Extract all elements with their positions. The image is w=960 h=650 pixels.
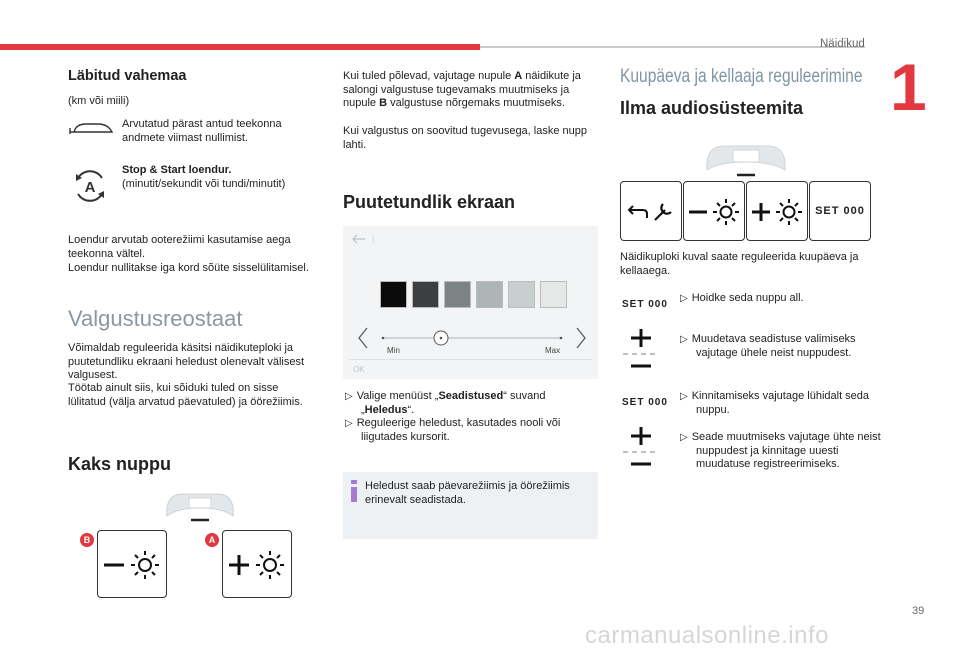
slider-right-arrow-icon — [577, 328, 585, 348]
dimmer-minus-button[interactable] — [97, 530, 167, 598]
stop-start-icon — [72, 168, 108, 204]
date-time-intro: Näidikuploki kuval saate reguleerida kuupäeva ja kellaaega. — [620, 251, 859, 277]
slider-left-arrow-icon — [359, 328, 367, 348]
instrument-cluster-icon — [163, 488, 237, 524]
trip-title: Läbitud vahemaa — [68, 68, 187, 84]
watermark: carmanualsonline.info — [585, 622, 829, 649]
set-key-label: SET 000 — [815, 205, 865, 217]
stop-start-icon-letter: A — [84, 179, 96, 196]
brightness-swatch[interactable] — [540, 281, 567, 308]
counter-text-1: Loendur arvutab ooterežiimi kasutamise aega teekonna vältel. — [68, 234, 291, 260]
dimmer-text-2: Töötab ainult siis, kui sõiduki tuled on sisse lülitatud (välja arvatud päevatuled) ja öörežiimis. — [68, 382, 303, 408]
brightness-swatch[interactable] — [412, 281, 439, 308]
step1-text: ▷ Hoidke seda nuppu all. — [680, 292, 804, 304]
info-note-text: Heledust saab päevarežiimis ja öörežiimis erinevalt seadistada. — [365, 480, 570, 506]
car-odometer-icon — [68, 118, 116, 138]
touchscreen-steps — [345, 390, 600, 444]
minus-brightness-icon-2 — [684, 182, 744, 240]
header-red-bar — [0, 44, 480, 50]
dimmer-text-1: Võimaldab reguleerida käsitsi näidikuteploki ja puutetundliku ekraani heledust olenevalt välisest valgusest. — [68, 342, 305, 381]
step-select-menu: ▷ Valige menüüst „Seadistused“ suvand „Heledus“. — [345, 390, 546, 416]
slider-max-label: Max — [545, 346, 561, 355]
header-grey-bar — [480, 46, 865, 48]
plus-minus-icon-2 — [621, 424, 661, 472]
brightness-swatch[interactable] — [444, 281, 471, 308]
two-buttons-title: Kaks nuppu — [68, 454, 172, 474]
stop-start-desc: (minutit/sekundit või tundi/minutit) — [122, 178, 286, 190]
badge-b: B — [80, 533, 94, 547]
chapter-number: 1 — [890, 50, 927, 124]
touchscreen-title: Puutetundlik ekraan — [343, 192, 516, 212]
minus-brightness-icon — [98, 531, 166, 597]
step3-text: ▷ Kinnitamiseks vajutage lühidalt seda nuppu. — [680, 390, 870, 416]
touchscreen-illustration — [343, 226, 598, 379]
info-icon — [349, 480, 359, 502]
page-number: 39 — [912, 605, 925, 617]
date-time-title: Kuupäeva ja kellaaja reguleerimine — [620, 66, 863, 87]
chapter-label: Näidikud — [820, 38, 865, 50]
set-key[interactable] — [809, 181, 871, 241]
stop-start-title: Stop & Start loendur. — [122, 164, 232, 176]
step3-set-icon: SET 000 — [622, 397, 668, 408]
brightness-swatch[interactable] — [508, 281, 535, 308]
step2-text: ▷ Muudetava seadistuse valimiseks vajutage ühele neist nuppudest. — [680, 333, 856, 359]
badge-a: A — [205, 533, 219, 547]
plus-brightness-icon-2 — [747, 182, 807, 240]
minus-key[interactable] — [683, 181, 745, 241]
brightness-swatch[interactable] — [380, 281, 407, 308]
dimmer-title: Valgustusreostaat — [68, 306, 243, 331]
plus-brightness-icon — [223, 531, 291, 597]
back-wrench-icon — [621, 182, 681, 240]
instrument-cluster-icon-2 — [703, 140, 789, 180]
step1-set-icon: SET 000 — [622, 299, 668, 310]
slider-min-label: Min — [387, 346, 400, 355]
counter-text-2: Loendur nullitakse iga kord sõüte sisselülitamisel. — [68, 262, 309, 274]
dimmer-plus-button[interactable] — [222, 530, 292, 598]
plus-minus-icon — [621, 326, 661, 374]
dimmer-instructions: Kui tuled põlevad, vajutage nupule A näidikute ja salongi valgustuse tugevamaks muutmiseks ja nupule B valgustuse nõrgemaks muutmiseks. — [343, 70, 581, 109]
no-audio-subtitle: Ilma audiosüsteemita — [620, 98, 804, 118]
info-note — [343, 472, 598, 539]
step4-text: ▷ Seade muutmiseks vajutage ühte neist nuppudest ja kinnitage uuesti muudatuse registreerimiseks. — [680, 431, 881, 470]
back-settings-button[interactable] — [620, 181, 682, 241]
step-adjust: ▷ Reguleerige heledust, kasutades nooli või liigutades kursorit. — [345, 417, 561, 443]
plus-key[interactable] — [746, 181, 808, 241]
back-arrow-icon[interactable] — [351, 232, 381, 246]
trip-unit: (km või miili) — [68, 95, 130, 107]
trip-section — [68, 68, 186, 84]
brightness-swatch[interactable] — [476, 281, 503, 308]
dimmer-release-text: Kui valgustus on soovitud tugevusega, laske nupp lahti. — [343, 125, 587, 151]
trip-icon-desc: Arvutatud pärast antud teekonna andmete viimast nullimist. — [122, 118, 282, 144]
ok-button[interactable]: OK — [353, 365, 365, 374]
